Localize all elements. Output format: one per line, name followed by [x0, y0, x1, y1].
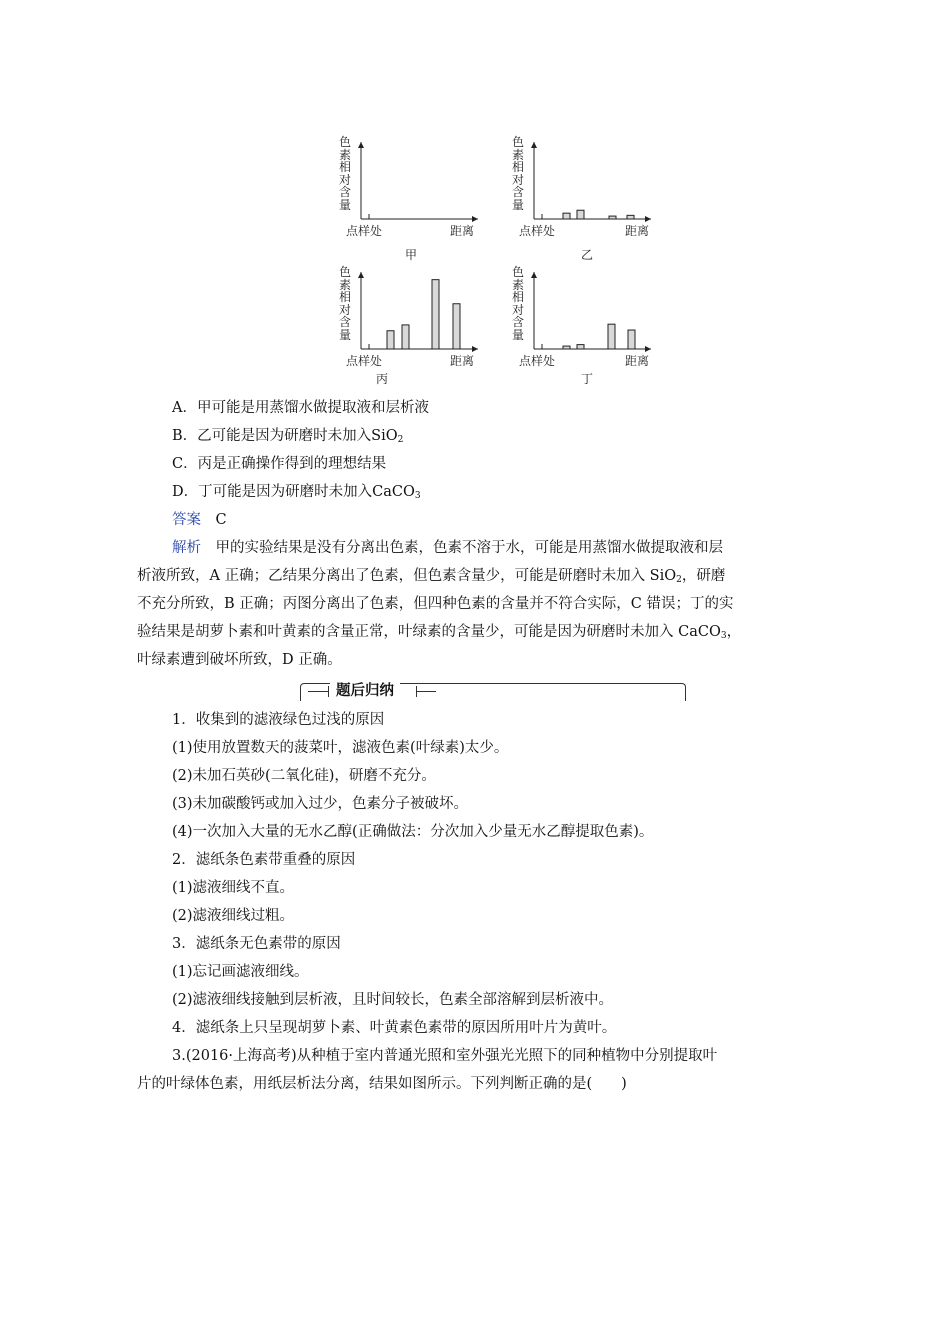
summary-title: 题后归纳 — [330, 681, 400, 701]
chart-bar — [387, 331, 394, 349]
answer — [172, 510, 227, 530]
y-axis-arrow — [531, 272, 537, 278]
option-d — [172, 482, 421, 502]
option-b — [172, 426, 403, 446]
option-a: A．甲可能是用蒸馏水做提取液和层析液 — [172, 400, 429, 416]
analysis-text-2b: ，研磨 — [681, 568, 726, 584]
summary-banner-dash-left — [308, 691, 328, 692]
chart-bar — [432, 280, 439, 349]
chart-bing-caption: 丙 — [376, 372, 389, 386]
question-3-line-2: 片的叶绿体色素，用纸层析法分离，结果如图所示。下列判断正确的是( ) — [137, 1076, 627, 1092]
chart-jia-caption: 甲 — [405, 248, 418, 262]
option-b-text: B．乙可能是因为研磨时未加入 — [172, 428, 372, 444]
chart-bar — [627, 215, 634, 219]
summary-banner-tick-left — [328, 686, 329, 697]
chart-jia — [338, 135, 528, 262]
analysis-sub-2: 2 — [676, 575, 682, 585]
chart-jia-ylabel: 色素相对含量 — [338, 135, 351, 212]
y-axis-arrow — [358, 272, 364, 278]
chart-ding — [511, 266, 701, 386]
analysis-line-2 — [137, 566, 725, 586]
option-d-text: D．丁可能是因为研磨时未加入 — [172, 484, 373, 500]
summary-line: (3)未加碳酸钙或加入过少，色素分子被破坏。 — [172, 796, 469, 812]
option-d-chem: CaCO — [372, 484, 415, 500]
chart-bar — [577, 210, 584, 219]
summary-line: (2)滤液细线过粗。 — [172, 908, 295, 924]
chart-bar — [563, 346, 570, 349]
analysis-text-1: 甲的实验结果是没有分离出色素，色素不溶于水，可能是用蒸馏水做提取液和层 — [215, 540, 723, 556]
analysis-sub-4: 3 — [720, 631, 727, 641]
summary-line: (1)忘记画滤液细线。 — [172, 964, 309, 980]
summary-line: (2)未加石英砂(二氧化硅)，研磨不充分。 — [172, 768, 436, 784]
chart-bing-xend: 距离 — [450, 354, 475, 368]
analysis-text-2: 析液所致，A 正确；乙结果分离出了色素，但色素含量少，可能是研磨时未加入 SiO — [137, 568, 677, 584]
option-d-sub: 3 — [414, 491, 421, 501]
summary-banner — [300, 683, 686, 703]
summary-line: (4)一次加入大量的无水乙醇(正确做法：分次加入少量无水乙醇提取色素)。 — [172, 824, 654, 840]
chart-bing-ylabel: 色素相对含量 — [338, 265, 351, 342]
summary-line: 2．滤纸条色素带重叠的原因 — [172, 852, 356, 868]
analysis-label: 解析 — [172, 540, 201, 556]
answer-label: 答案 — [172, 512, 201, 528]
chart-yi-xend: 距离 — [625, 224, 650, 238]
chart-jia-xstart: 点样处 — [346, 224, 383, 238]
chart-bar — [563, 213, 570, 219]
chart-ding-ylabel: 色素相对含量 — [511, 265, 524, 342]
chart-ding-xend: 距离 — [625, 354, 650, 368]
summary-line: 3．滤纸条无色素带的原因 — [172, 936, 341, 952]
answer-value: C — [215, 512, 227, 528]
chart-bing — [338, 266, 528, 386]
chart-bar — [453, 304, 460, 349]
chart-jia-xend: 距离 — [450, 224, 475, 238]
summary-line: (2)滤液细线接触到层析液，且时间较长，色素全部溶解到层析液中。 — [172, 992, 614, 1008]
y-axis-arrow — [358, 142, 364, 148]
summary-line: 4．滤纸条上只呈现胡萝卜素、叶黄素色素带的原因所用叶片为黄叶。 — [172, 1020, 617, 1036]
analysis-line-3: 不充分所致，B 正确；丙图分离出了色素，但四种色素的含量并不符合实际，C 错误；丁的实 — [137, 596, 734, 612]
analysis-line-5: 叶绿素遭到破坏所致，D 正确。 — [137, 652, 342, 668]
chart-ding-caption: 丁 — [581, 372, 594, 386]
option-b-sub: 2 — [397, 435, 404, 445]
chart-bar — [608, 324, 615, 349]
chart-bar — [577, 345, 584, 349]
option-b-chem: SiO — [371, 428, 398, 444]
y-axis-arrow — [531, 142, 537, 148]
chart-yi-ylabel: 色素相对含量 — [511, 135, 524, 212]
chart-bar — [609, 216, 616, 219]
chart-yi-caption: 乙 — [581, 248, 594, 262]
summary-line: (1)滤液细线不直。 — [172, 880, 295, 896]
summary-line: (1)使用放置数天的菠菜叶，滤液色素(叶绿素)太少。 — [172, 740, 509, 756]
summary-line: 1．收集到的滤液绿色过浅的原因 — [172, 712, 385, 728]
chart-bar — [402, 325, 409, 349]
question-3-line-1: 3.(2016·上海高考)从种植于室内普通光照和室外强光光照下的同种植物中分别提取叶 — [172, 1048, 718, 1064]
chart-ding-xstart: 点样处 — [519, 354, 556, 368]
analysis-line-1 — [172, 538, 723, 558]
chart-bing-xstart: 点样处 — [346, 354, 383, 368]
chart-yi-xstart: 点样处 — [519, 224, 556, 238]
chart-yi — [511, 135, 701, 262]
analysis-text-4: 验结果是胡萝卜素和叶黄素的含量正常，叶绿素的含量少，可能是因为研磨时未加入 CaCO — [137, 624, 721, 640]
analysis-text-4b: ， — [726, 624, 742, 640]
summary-banner-dash-right — [416, 691, 436, 692]
chart-bar — [628, 330, 635, 349]
analysis-line-4 — [137, 622, 741, 642]
option-c: C．丙是正确操作得到的理想结果 — [172, 456, 387, 472]
